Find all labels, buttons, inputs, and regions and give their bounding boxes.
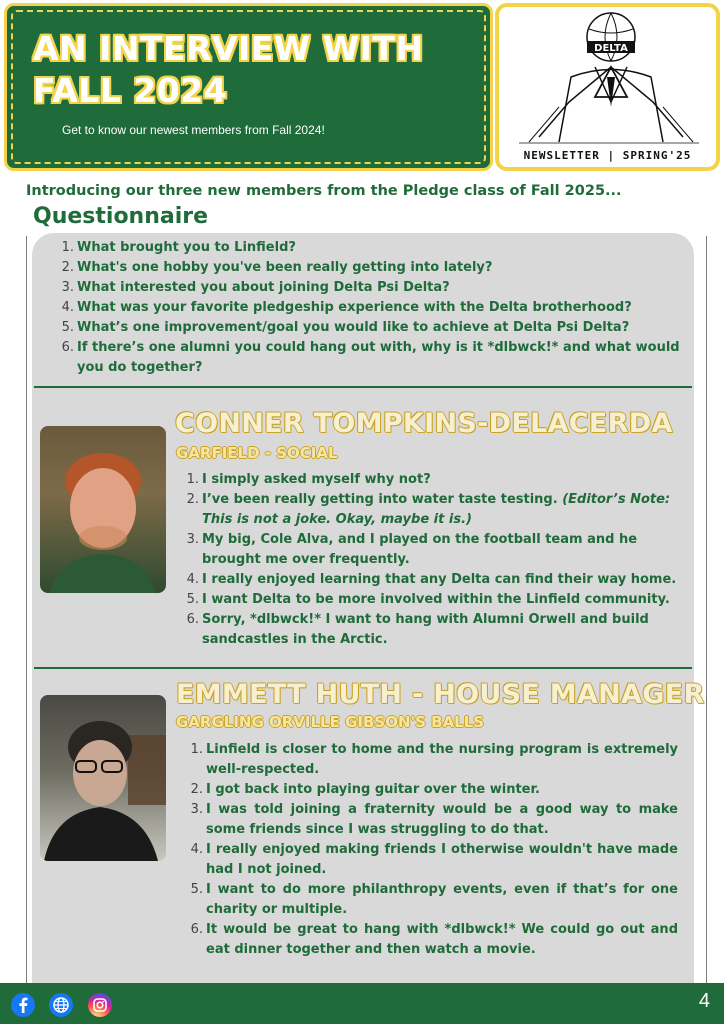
section-divider (34, 386, 692, 388)
list-item: 3. My big, Cole Alva, and I played on the football team and he brought me over frequently. (186, 532, 638, 567)
question-list (57, 238, 687, 378)
list-item: 1. What brought you to Linfield? (61, 240, 296, 255)
footer-bar (0, 983, 724, 1024)
page-title (33, 28, 483, 112)
list-item: 3. I was told joining a fraternity would be a good way to make some friends since I was struggling to do that. (190, 802, 678, 837)
member-photo-conner (40, 426, 166, 593)
delta-mascot-illustration (499, 7, 716, 167)
member-name: EMMETT HUTH - HOUSE MANAGER (176, 679, 705, 710)
right-rule (706, 236, 707, 984)
globe-icon[interactable] (49, 993, 73, 1017)
list-item: 5. I want Delta to be more involved within the Linfield community. (186, 592, 670, 607)
intro-text: Introducing our three new members from the Pledge class of Fall 2025... (26, 183, 622, 199)
newsletter-caption: NEWSLETTER | SPRING'25 (523, 149, 692, 162)
answer-list-conner (182, 470, 694, 650)
member-name: CONNER TOMPKINS-DELACERDA (175, 408, 673, 439)
questionnaire-heading: Questionnaire (33, 204, 209, 229)
portrait-icon (40, 426, 166, 593)
list-item: 1. I simply asked myself why not? (186, 472, 431, 487)
list-item: 6. Sorry, *dlbwck!* I want to hang with Alumni Orwell and build sandcastles in the Arctic. (186, 612, 649, 647)
page-subtitle: Get to know our newest members from Fall 2024! (62, 123, 325, 137)
list-item: 2. I’ve been really getting into water taste testing. (Editor’s Note: This is not a joke. Okay, maybe it is.) (186, 492, 671, 527)
list-item: 6. It would be great to hang with *dlbwck!* We could go out and eat dinner together and then watch a movie. (190, 922, 678, 957)
page-number: 4 (698, 990, 710, 1012)
logo-label: DELTA (594, 43, 628, 54)
list-item: 6. If there’s one alumni you could hang out with, why is it *dlbwck!* and what would you do together? (61, 340, 680, 375)
newsletter-logo (495, 3, 720, 171)
answer-list-emmett (186, 740, 678, 960)
list-item: 5. I want to do more philanthropy events, even if that’s for one charity or multiple. (190, 882, 678, 917)
list-item: 2. What's one hobby you've been really getting into lately? (61, 260, 493, 275)
list-item: 3. What interested you about joining Delta Psi Delta? (61, 280, 450, 295)
list-item: 4. I really enjoyed learning that any Delta can find their way home. (186, 572, 677, 587)
instagram-icon[interactable] (88, 993, 112, 1017)
facebook-icon[interactable] (11, 993, 35, 1017)
list-item: 2. I got back into playing guitar over the winter. (190, 782, 540, 797)
title-line-1: AN INTERVIEW WITH (33, 29, 424, 68)
list-item: 1. Linfield is closer to home and the nursing program is extremely well-respected. (190, 742, 678, 777)
member-role: GARFIELD - SOCIAL (176, 444, 338, 462)
member-photo-emmett (40, 695, 166, 861)
header-banner (4, 3, 493, 171)
title-line-2: FALL 2024 (33, 71, 228, 110)
left-rule (26, 236, 27, 984)
section-divider (34, 667, 692, 669)
list-item: 4. I really enjoyed making friends I otherwise wouldn't have made had I not joined. (190, 842, 678, 877)
portrait-icon (40, 695, 166, 861)
member-role: GARGLING ORVILLE GIBSON'S BALLS (176, 713, 485, 731)
list-item: 5. What’s one improvement/goal you would like to achieve at Delta Psi Delta? (61, 320, 630, 335)
list-item: 4. What was your favorite pledgeship experience with the Delta brotherhood? (61, 300, 632, 315)
editor-note: (Editor’s Note: This is not a joke. Okay, maybe it is.) (202, 492, 671, 527)
